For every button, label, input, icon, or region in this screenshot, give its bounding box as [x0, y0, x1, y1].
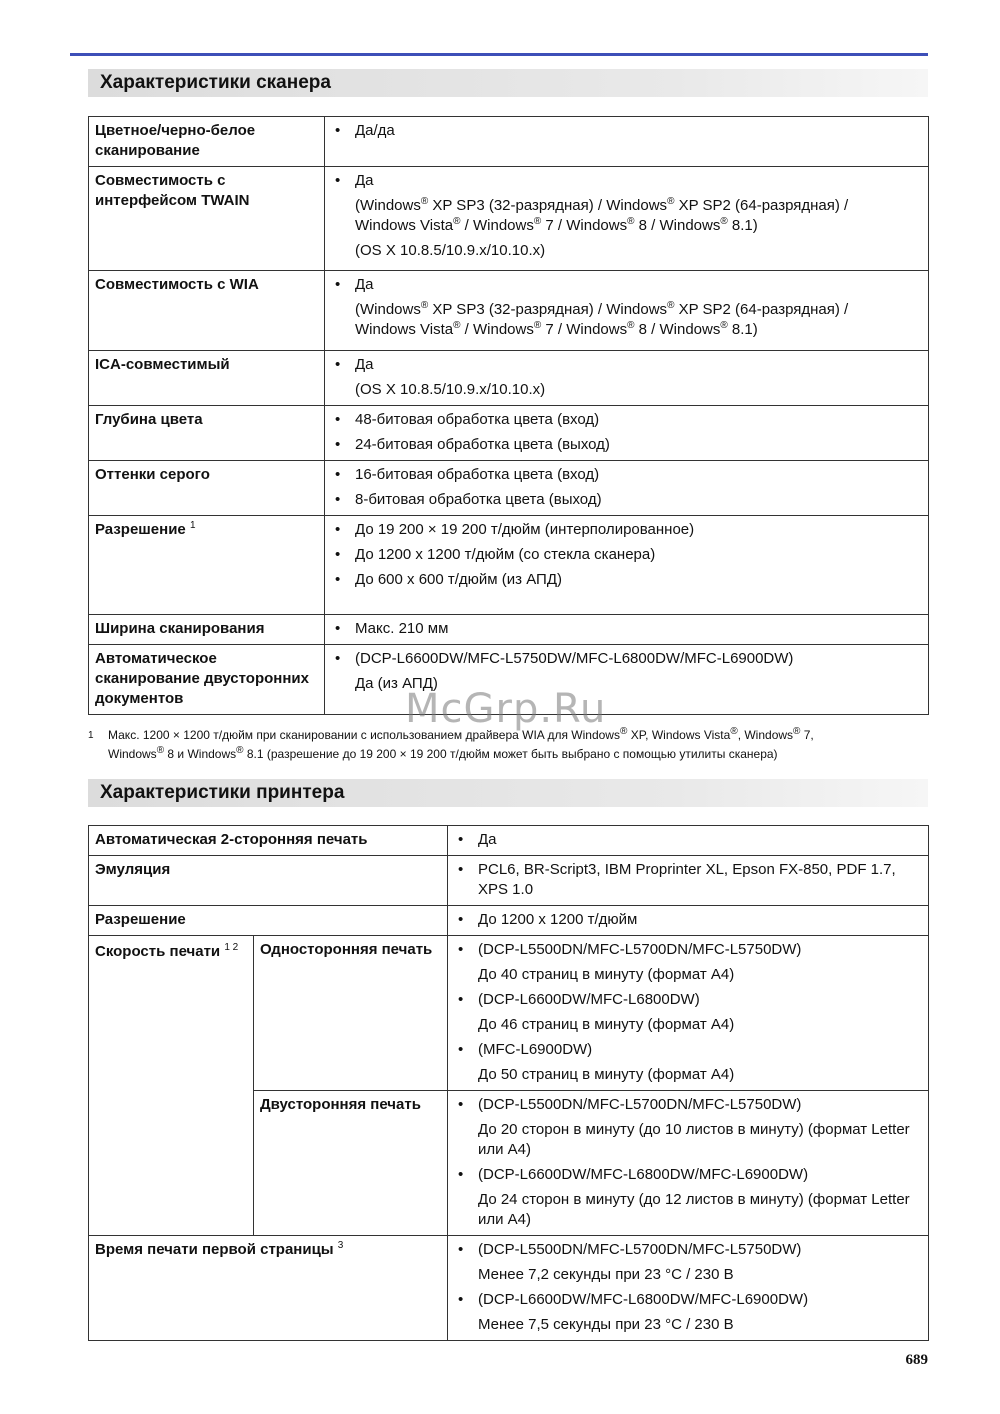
- table-row: [89, 856, 929, 906]
- bullet-item: • (DCP-L6600DW/MFC-L5750DW/MFC-L6800DW/MFC-L6900DW): [331, 649, 922, 669]
- scanner-spec-table: [88, 116, 929, 715]
- bullet-item: • Да: [331, 355, 922, 375]
- row-label: Совместимость с WIA: [89, 271, 325, 351]
- table-row: [89, 516, 929, 615]
- detail-text: Да (из АПД): [355, 675, 438, 692]
- bullet-item: • 48-битовая обработка цвета (вход): [331, 410, 922, 430]
- printer-spec-table: [88, 825, 929, 1341]
- bullet-item: • До 1200 х 1200 т/дюйм (со стекла сканера): [331, 545, 922, 565]
- bullet-item: • (DCP-L5500DN/MFC-L5700DN/MFC-L5750DW): [454, 1095, 922, 1115]
- bullet-item: • До 1200 х 1200 т/дюйм: [454, 910, 922, 930]
- table-row: [89, 906, 929, 936]
- bullet-item: • Да: [454, 830, 922, 850]
- bullet-item: • (MFC-L6900DW): [454, 1040, 922, 1060]
- row-label: Разрешение: [89, 906, 448, 936]
- row-value: [325, 461, 929, 516]
- row-label: Оттенки серого: [89, 461, 325, 516]
- row-value: [448, 1091, 929, 1236]
- table-row: [89, 406, 929, 461]
- detail-text: До 46 страниц в минуту (формат A4): [478, 1016, 735, 1033]
- scanner-section-title: Характеристики сканера: [88, 69, 928, 97]
- bullet-item: • Да: [331, 275, 922, 295]
- row-value: [448, 826, 929, 856]
- table-row: [89, 1236, 929, 1341]
- row-label: Автоматическая 2-сторонняя печать: [89, 826, 448, 856]
- bullet-item: • (DCP-L6600DW/MFC-L6800DW/MFC-L6900DW): [454, 1165, 922, 1185]
- detail-text: До 40 страниц в минуту (формат A4): [478, 966, 735, 983]
- row-value: [325, 271, 929, 351]
- bullet-item: • Да/да: [331, 121, 922, 141]
- bullet-item: • (DCP-L5500DN/MFC-L5700DN/MFC-L5750DW): [454, 940, 922, 960]
- detail-text: До 24 сторон в минуту (до 12 листов в минуту) (формат Letter или A4): [478, 1191, 910, 1228]
- bullet-item: • (DCP-L5500DN/MFC-L5700DN/MFC-L5750DW): [454, 1240, 922, 1260]
- printer-section-title: Характеристики принтера: [88, 779, 928, 807]
- table-row: [89, 351, 929, 406]
- footnote-text: Макс. 1200 × 1200 т/дюйм при сканировании с использованием драйвера WIA для Windows® XP, Windows Vista®, Windows® 7, Windows® 8 и Windows® 8.1 (разрешение до 19 200 × 19 200 т/дюйм может быть выбрано с помощью утилиты сканера): [108, 726, 814, 761]
- row-label: Скорость печати $^{1 2}$: [89, 936, 254, 1236]
- row-label: Время печати первой страницы $^3$: [89, 1236, 448, 1341]
- page-number: 689: [905, 1352, 928, 1368]
- footnote-ref: 1: [189, 520, 196, 531]
- row-value: [448, 856, 929, 906]
- row-value: [325, 406, 929, 461]
- bullet-item: • До 600 х 600 т/дюйм (из АПД): [331, 570, 922, 590]
- detail-text: До 50 страниц в минуту (формат A4): [478, 1066, 735, 1083]
- row-label: Эмуляция: [89, 856, 448, 906]
- detail-text: Менее 7,5 секунды при 23 °C / 230 В: [478, 1316, 734, 1333]
- table-row: [89, 826, 929, 856]
- row-value: [325, 117, 929, 167]
- footnote: [88, 726, 928, 764]
- row-value: [325, 351, 929, 406]
- row-value: [325, 516, 929, 615]
- detail-text: Менее 7,2 секунды при 23 °C / 230 В: [478, 1266, 734, 1283]
- table-row: [89, 271, 929, 351]
- table-row: [89, 117, 929, 167]
- footnote-number: 1: [88, 730, 94, 741]
- bullet-item: • (DCP-L6600DW/MFC-L6800DW/MFC-L6900DW): [454, 1290, 922, 1310]
- table-row: [89, 461, 929, 516]
- detail-text: До 20 сторон в минуту (до 10 листов в минуту) (формат Letter или A4): [478, 1121, 910, 1158]
- row-value: [448, 1236, 929, 1341]
- row-label: Совместимость с интерфейсом TWAIN: [89, 167, 325, 271]
- bullet-item: • (DCP-L6600DW/MFC-L6800DW): [454, 990, 922, 1010]
- row-label: Глубина цвета: [89, 406, 325, 461]
- row-label: Автоматическое сканирование двусторонних документов: [89, 645, 325, 715]
- bullet-item: • До 19 200 × 19 200 т/дюйм (интерполированное): [331, 520, 922, 540]
- row-value: [325, 615, 929, 645]
- table-row: [89, 167, 929, 271]
- row-value: [325, 167, 929, 271]
- row-label: Ширина сканирования: [89, 615, 325, 645]
- footnote-ref: 3: [337, 1240, 344, 1251]
- sub-row-label: Односторонняя печать: [254, 936, 448, 1091]
- bullet-item: • PCL6, BR-Script3, IBM Proprinter XL, Epson FX-850, PDF 1.7, XPS 1.0: [454, 860, 922, 900]
- bullet-item: • 24-битовая обработка цвета (выход): [331, 435, 922, 455]
- mac-compat-text: (OS X 10.8.5/10.9.x/10.10.x): [355, 381, 546, 398]
- mac-compat-text: (OS X 10.8.5/10.9.x/10.10.x): [355, 242, 546, 259]
- row-label: Цветное/черно-белое сканирование: [89, 117, 325, 167]
- bullet-item: • Макс. 210 мм: [331, 619, 922, 639]
- sub-row-label: Двусторонняя печать: [254, 1091, 448, 1236]
- footnote-ref: 1 2: [224, 942, 239, 953]
- table-row: [89, 936, 929, 1091]
- bullet-item: • 16-битовая обработка цвета (вход): [331, 465, 922, 485]
- os-compat-text: (Windows® XP SP3 (32-разрядная) / Windows® XP SP2 (64-разрядная) / Windows Vista® / Windows® 7 / Windows® 8 / Windows® 8.1): [355, 300, 849, 338]
- bullet-item: • Да: [331, 171, 922, 191]
- os-compat-text: (Windows® XP SP3 (32-разрядная) / Windows® XP SP2 (64-разрядная) / Windows Vista® / Windows® 7 / Windows® 8 / Windows® 8.1): [355, 196, 849, 234]
- row-label: ICA-совместимый: [89, 351, 325, 406]
- watermark: McGrp.Ru: [405, 686, 607, 732]
- table-row: [89, 615, 929, 645]
- header-rule: [70, 53, 928, 56]
- row-label: Разрешение $^1$: [89, 516, 325, 615]
- row-value: [448, 906, 929, 936]
- bullet-item: • 8-битовая обработка цвета (выход): [331, 490, 922, 510]
- row-value: [448, 936, 929, 1091]
